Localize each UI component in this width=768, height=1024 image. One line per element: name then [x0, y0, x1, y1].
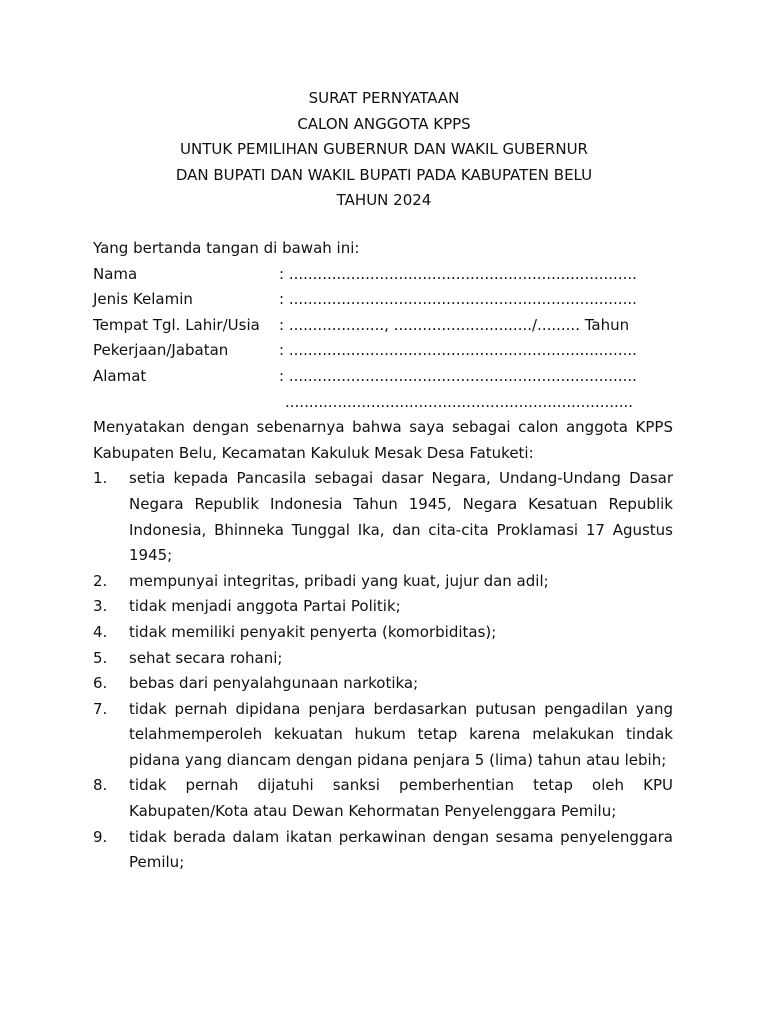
- statement-list: [93, 466, 673, 876]
- list-text: bebas dari penyalahgunaan narkotika;: [129, 674, 419, 693]
- list-item: [93, 671, 673, 697]
- list-number: 2.: [93, 571, 108, 590]
- field-label: Jenis Kelamin: [93, 290, 193, 309]
- title-line: TAHUN 2024: [336, 191, 432, 210]
- field-label: Alamat: [93, 366, 147, 385]
- field-label: Tempat Tgl. Lahir/Usia: [93, 315, 260, 334]
- list-text: tidak pernah dijatuhi sanksi pemberhentian tetap oleh KPU Kabupaten/Kota atau Dewan Kehormatan Penyelenggara Pemilu;: [129, 776, 673, 821]
- address-continuation: .........................................................................: [285, 392, 634, 411]
- list-number: 5.: [93, 648, 108, 667]
- field-label: Nama: [93, 264, 138, 283]
- list-number: 4.: [93, 622, 108, 641]
- field-row-pekerjaan: [93, 338, 673, 364]
- title-line: DAN BUPATI DAN WAKIL BUPATI PADA KABUPATEN BELU: [175, 165, 593, 184]
- list-text: sehat secara rohani;: [129, 648, 283, 667]
- field-row-jenis-kelamin: [93, 287, 673, 313]
- field-row-nama: [93, 262, 673, 288]
- field-row-alamat: [93, 364, 673, 390]
- document-body: [93, 236, 673, 876]
- list-item: [93, 773, 673, 824]
- list-number: 7.: [93, 699, 108, 718]
- list-item: [93, 620, 673, 646]
- list-text: setia kepada Pancasila sebagai dasar Negara, Undang-Undang Dasar Negara Republik Indonesia Tahun 1945, Negara Kesatuan Republik Indonesia, Bhinneka Tunggal Ika, dan cita-cita Proklamasi 17 Agustus 1945;: [129, 469, 673, 565]
- document-title: [0, 86, 768, 214]
- list-text: mempunyai integritas, pribadi yang kuat, jujur dan adil;: [129, 571, 549, 590]
- list-number: 3.: [93, 597, 108, 616]
- list-text: tidak berada dalam ikatan perkawinan dengan sesama penyelenggara Pemilu;: [129, 827, 673, 872]
- field-value: : .........................................................................: [279, 366, 637, 385]
- list-number: 6.: [93, 674, 108, 693]
- list-number: 8.: [93, 776, 108, 795]
- list-item: [93, 646, 673, 672]
- list-text: tidak menjadi anggota Partai Politik;: [129, 597, 401, 616]
- intro-text: Yang bertanda tangan di bawah ini:: [93, 239, 360, 257]
- list-item: [93, 466, 673, 568]
- list-item: [93, 569, 673, 595]
- field-value: : .........................................................................: [279, 341, 637, 360]
- field-value: : .........................................................................: [279, 290, 637, 309]
- title-line: UNTUK PEMILIHAN GUBERNUR DAN WAKIL GUBERNUR: [180, 140, 588, 159]
- statement-paragraph: Menyatakan dengan sebenarnya bahwa saya sebagai calon anggota KPPS Kabupaten Belu, Kecamatan Kakuluk Mesak Desa Fatuketi:: [93, 418, 673, 462]
- list-text: tidak pernah dipidana penjara berdasarkan putusan pengadilan yang telahmemperoleh kekuatan hukum tetap karena melakukan tindak pidana yang diancam dengan pidana penjara 5 (lima) tahun atau lebih;: [129, 699, 673, 769]
- list-number: 9.: [93, 827, 108, 846]
- title-line: CALON ANGGOTA KPPS: [297, 114, 471, 133]
- list-item: [93, 825, 673, 876]
- field-value: : ...................., ............................./......... Tahun: [279, 315, 630, 334]
- title-line: SURAT PERNYATAAN: [308, 89, 460, 107]
- list-text: tidak memiliki penyakit penyerta (komorbiditas);: [129, 622, 497, 641]
- field-label: Pekerjaan/Jabatan: [93, 341, 229, 360]
- list-item: [93, 697, 673, 774]
- field-row-alamat-continuation: [93, 390, 673, 416]
- field-row-tempat-tgl-lahir: [93, 313, 673, 339]
- list-item: [93, 594, 673, 620]
- field-value: : .........................................................................: [279, 264, 637, 283]
- list-number: 1.: [93, 469, 108, 488]
